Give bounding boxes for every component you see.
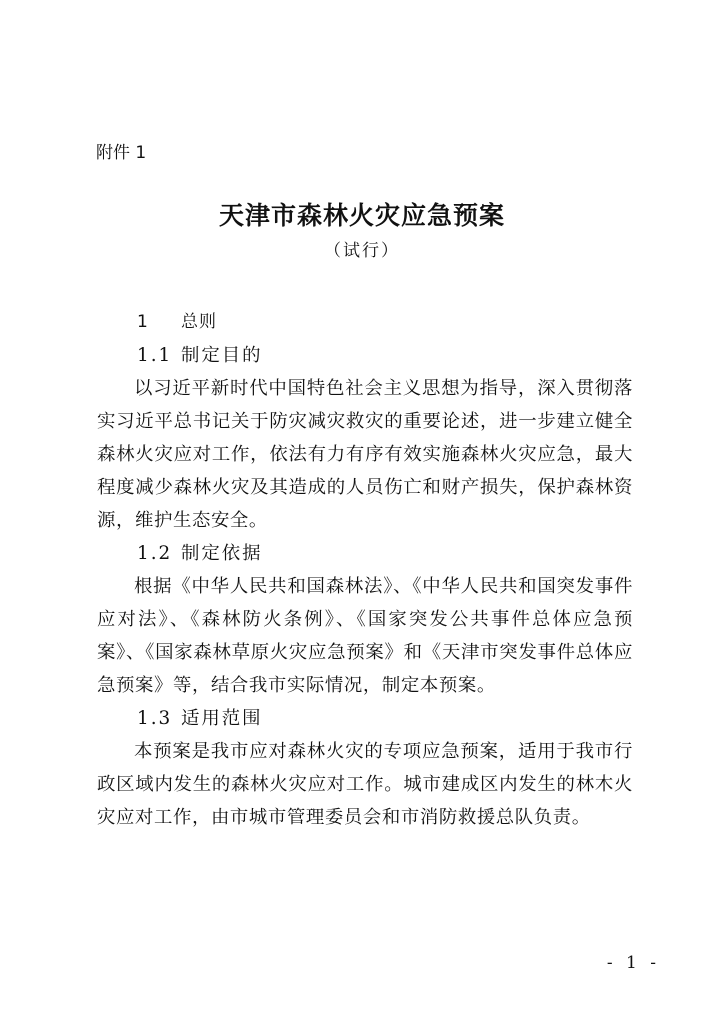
section-heading-1-1 <box>97 339 633 372</box>
section-title: 总则 <box>181 312 217 332</box>
section-paragraph-1-2: 根据《中华人民共和国森林法》、《中华人民共和国突发事件应对法》、《森林防火条例》、《国家突发公共事件总体应急预案》、《国家森林草原火灾应急预案》和《天津市突发事件总体应急预案》等，结合我市实际情况，制定本预案。 <box>97 576 633 696</box>
section-paragraph-1-3: 本预案是我市应对森林火灾的专项应急预案，适用于我市行政区域内发生的森林火灾应对工作。城市建成区内发生的林木火灾应对工作，由市城市管理委员会和市消防救援总队负责。 <box>97 741 633 828</box>
section-number: 1.3 <box>137 708 173 729</box>
section-heading-1-3 <box>97 702 633 735</box>
section-number: 1.2 <box>137 543 173 564</box>
attachment-label: 附件 1 <box>96 143 147 163</box>
section-title: 适用范围 <box>181 708 263 729</box>
document-title: 天津市森林火灾应急预案 <box>218 201 505 230</box>
section-number: 1.1 <box>137 345 173 366</box>
section-heading-1 <box>97 306 633 339</box>
section-paragraph-1-1: 以习近平新时代中国特色社会主义思想为指导，深入贯彻落实习近平总书记关于防灾减灾救灾的重要论述，进一步建立健全森林火灾应对工作，依法有力有序有效实施森林火灾应急，最大程度减少森林火灾及其造成的人员伤亡和财产损失，保护森林资源，维护生态安全。 <box>97 378 633 531</box>
section-heading-1-2 <box>97 537 633 570</box>
section-title: 制定目的 <box>181 345 263 366</box>
section-number: 1 <box>137 312 149 332</box>
document-body <box>97 306 633 834</box>
section-title: 制定依据 <box>181 543 263 564</box>
document-subtitle: （试行） <box>324 241 400 261</box>
page-number: - 1 - <box>606 953 660 973</box>
